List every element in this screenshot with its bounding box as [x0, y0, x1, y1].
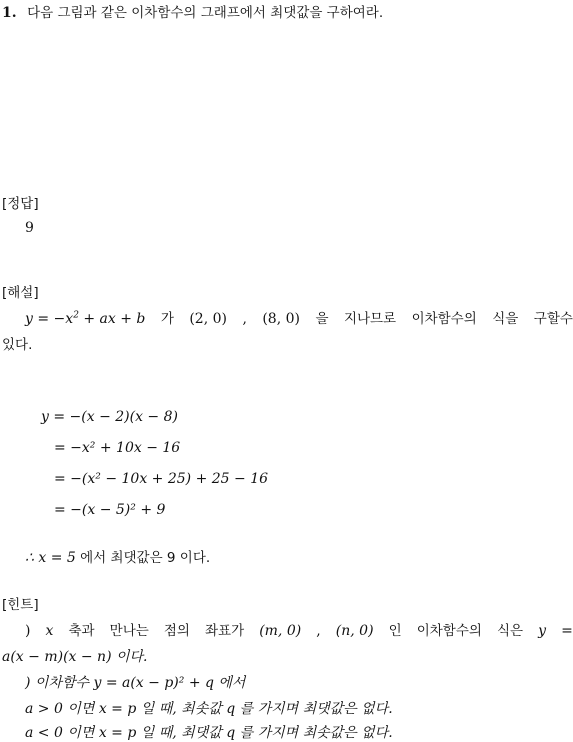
hint-token: 식은	[496, 623, 524, 639]
hint-token: 좌표가	[205, 623, 245, 639]
solution-point-1: (2, 0)	[189, 311, 227, 327]
solution-word: 지나므로	[343, 311, 397, 327]
problem-text: 다음 그림과 같은 이차함수의 그래프에서 최댓값을 구하여라.	[27, 5, 384, 21]
hint-token: ,	[316, 623, 321, 639]
answer-value: 9	[25, 220, 34, 236]
problem-statement	[2, 4, 383, 22]
hint-token: 인	[388, 623, 402, 639]
derivation-line-1: y = −(x − 2)(x − 8)	[41, 409, 178, 425]
solution-word: 을	[315, 311, 329, 327]
hint-line-4: a > 0 이면 x = p 일 때, 최솟값 q 를 가지며 최댓값은 없다.	[25, 701, 393, 717]
hint-token: (n, 0)	[335, 623, 374, 639]
answer-heading: [정답]	[2, 196, 39, 212]
hint-token: 점의	[163, 623, 190, 639]
solution-equation: $y = -x^2$ + ax + b	[25, 310, 146, 327]
hint-heading: [힌트]	[2, 597, 39, 613]
derivation-line-2: = −x² + 10x − 16	[54, 440, 181, 456]
hint-line-2: a(x − m)(x − n) 이다.	[2, 649, 148, 665]
solution-word: 식을	[492, 311, 519, 327]
solution-word: 이차함수의	[411, 311, 477, 327]
hint-token: (m, 0)	[259, 623, 302, 639]
derivation-line-4: = −(x − 5)² + 9	[54, 502, 166, 518]
solution-point-2: (8, 0)	[262, 311, 300, 327]
conclusion-text: 에서 최댓값은 9 이다.	[75, 550, 211, 566]
hint-line-3: ) 이차함수 y = a(x − p)² + q 에서	[25, 675, 246, 691]
hint-token: )	[25, 623, 31, 639]
solution-comma: ,	[242, 311, 247, 327]
hint-token: y	[538, 623, 547, 639]
solution-word: 구할수	[533, 311, 573, 327]
solution-line-1	[0, 310, 573, 328]
solution-line-2: 있다.	[2, 337, 33, 353]
hint-token: =	[561, 623, 573, 639]
hint-token: 만나는	[109, 623, 149, 639]
hint-line-5: a < 0 이면 x = p 일 때, 최댓값 q 를 가지며 최솟값은 없다.	[25, 725, 393, 741]
conclusion	[25, 549, 210, 567]
conclusion-math: ∴ x = 5	[25, 550, 76, 566]
solution-heading: [해설]	[2, 285, 39, 301]
solution-word: 가	[160, 311, 174, 327]
hint-token: x	[45, 623, 54, 639]
problem-number: 1.	[2, 5, 17, 21]
derivation-line-3: = −(x² − 10x + 25) + 25 − 16	[54, 471, 269, 487]
hint-token: 축과	[68, 623, 95, 639]
hint-line-1	[0, 622, 573, 640]
hint-token: 이차함수의	[416, 623, 482, 639]
